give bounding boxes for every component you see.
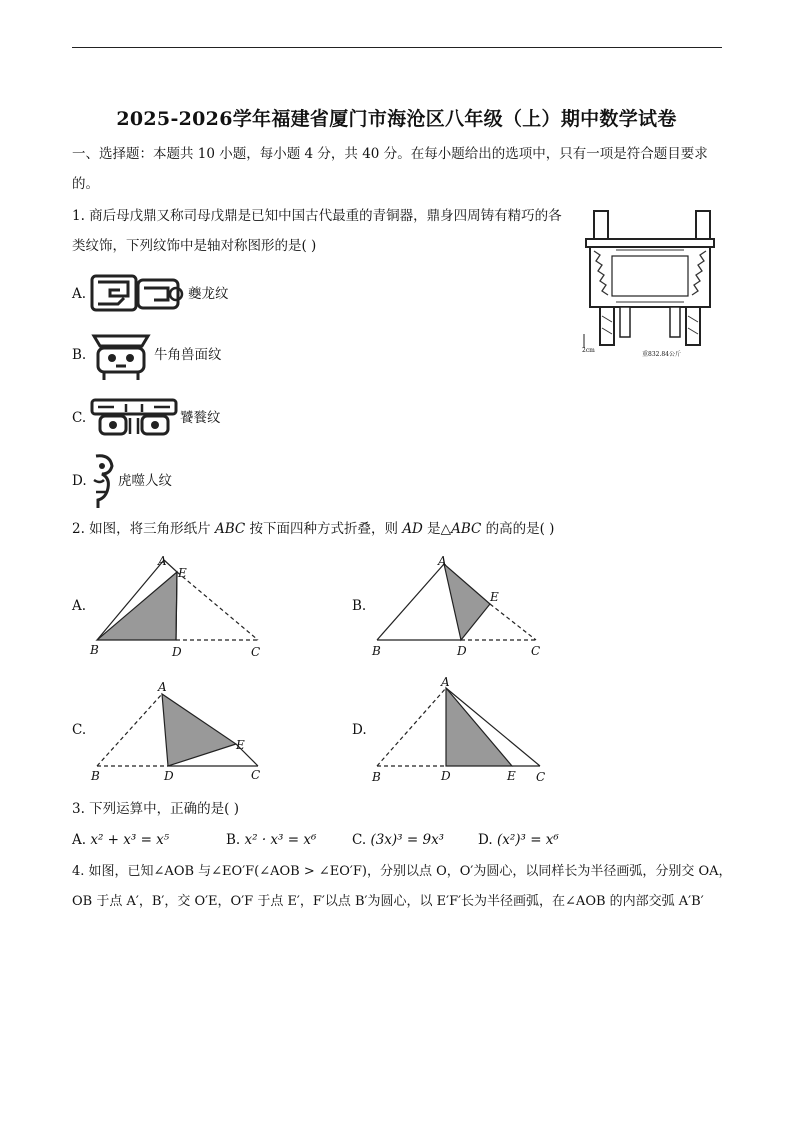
taotie-pattern-icon [90, 396, 178, 438]
fig-d-label-b: B [372, 770, 381, 784]
fig-b-label-c: C [531, 644, 541, 658]
ding-vessel-image [580, 206, 720, 361]
fig-b-label-b: B [372, 644, 381, 658]
fig-a-label-e: E [178, 566, 187, 580]
ding-handle-left [594, 211, 608, 241]
q4-line2: OB 于点 A′，B′，交 O′E，O′F 于点 E′，F′以点 B′为圆心，以 E′F′长为半径画弧，在∠AOB 的内部交弧 A′B′ [72, 894, 704, 909]
q1-option-a-letter: A. [72, 286, 87, 302]
q1-line1: 1. 商后母戊鼎又称司母戊鼎是已知中国古代最重的青铜器，鼎身四周铸有精巧的各 [72, 208, 562, 224]
ding-leg-left-2 [620, 307, 630, 337]
ding-caption-right: 重832.84公斤 [642, 351, 681, 358]
q2-fig-b-letter: B. [352, 598, 367, 614]
ding-leg-right-2 [670, 307, 680, 337]
fig-b-label-a: A [438, 554, 447, 568]
q1-option-b-letter: B. [72, 347, 87, 363]
ding-leg-right-1 [686, 307, 700, 345]
q3-option-b: B. x² · x³ = x⁶ [226, 832, 317, 848]
fig-c-label-c: C [251, 768, 261, 782]
fig-c-label-a: A [158, 680, 167, 694]
q1-option-a-text: 夔龙纹 [188, 286, 229, 302]
fig-d-label-e: E [507, 769, 516, 783]
fig-b-label-d: D [457, 644, 467, 658]
fig-c-label-d: D [164, 769, 174, 783]
fig-a-label-d: D [172, 645, 182, 659]
q1-option-d-letter: D. [72, 473, 87, 489]
section1-line1: 一、选择题：本题共 10 小题，每小题 4 分，共 40 分。在每小题给出的选项中，只有一项是符合题目要求 [72, 146, 708, 162]
q2-fig-d-letter: D. [352, 722, 367, 738]
q2-fig-a-letter: A. [72, 598, 87, 614]
top-rule [72, 47, 722, 48]
q3-option-c: C. (3x)³ = 9x³ [352, 832, 445, 848]
ding-caption-left: 2cm [582, 347, 595, 354]
fig-c-label-b: B [91, 769, 100, 783]
q1-option-b-text: 牛角兽面纹 [154, 347, 222, 363]
fig-d-label-a: A [441, 675, 450, 689]
fig-a-label-c: C [251, 645, 261, 659]
fig-d-label-c: C [536, 770, 546, 784]
ding-rim [586, 239, 714, 247]
q2-fig-c-letter: C. [72, 722, 87, 738]
q1-option-d-text: 虎噬人纹 [118, 473, 172, 489]
q2-figure-c [88, 678, 268, 788]
fig-a-label-a: A [158, 554, 167, 568]
section1-line2: 的。 [72, 176, 99, 192]
q3-stem: 3. 下列运算中，正确的是( ) [72, 801, 239, 817]
fig-c-label-e: E [236, 738, 245, 752]
ding-leg-left-1 [600, 307, 614, 345]
q2-figure-d [368, 674, 553, 788]
fig-a-label-b: B [90, 643, 99, 657]
tiger-devouring-man-icon [90, 452, 116, 510]
fig-b-label-e: E [490, 590, 499, 604]
q1-option-c-text: 饕餮纹 [180, 410, 221, 426]
fig-d-label-d: D [441, 769, 451, 783]
q2-stem: 2. 如图，将三角形纸片 ABC 按下面四种方式折叠，则 AD 是△ABC 的高的是( ) [72, 521, 555, 537]
kuilong-pattern-icon [90, 272, 186, 314]
q1-line2: 类纹饰，下列纹饰中是轴对称图形的是( ) [72, 238, 317, 254]
page-title: 2025-2026学年福建省厦门市海沧区八年级（上）期中数学试卷 [116, 108, 677, 130]
ding-handle-right [696, 211, 710, 241]
q2-figure-a [88, 552, 268, 662]
ox-horn-beast-face-icon [90, 330, 152, 382]
q3-option-d: D. (x²)³ = x⁶ [478, 832, 559, 848]
q2-figure-b [368, 552, 548, 662]
q4-line1: 4. 如图，已知∠AOB 与∠EO′F(∠AOB > ∠EO′F)，分别以点 O，O′为圆心，以同样长为半径画弧，分别交 OA， [72, 864, 732, 879]
q3-option-a: A. x² + x³ = x⁵ [72, 832, 170, 848]
q1-option-c-letter: C. [72, 410, 87, 426]
